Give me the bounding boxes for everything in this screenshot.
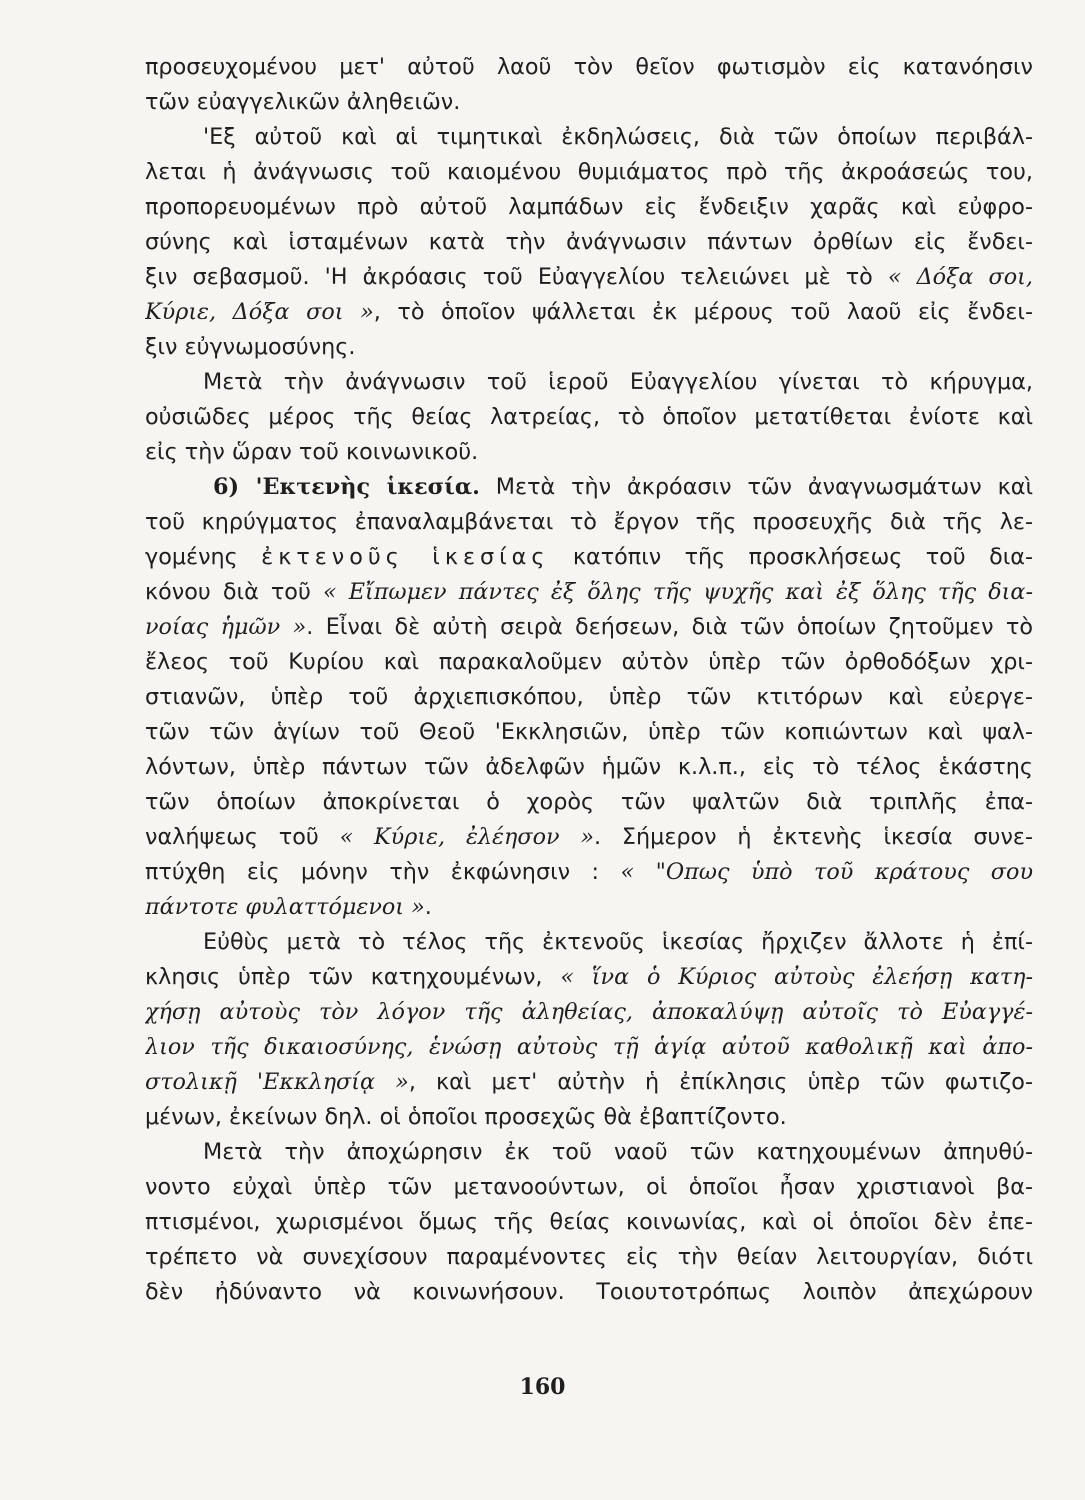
text-line: τῶν ὁποίων ἀποκρίνεται ὁ χορὸς τῶν ψαλτῶν διὰ τριπλῆς ἐπα-: [145, 789, 1033, 815]
quote-italic: πάντοτε φυλαττόμενοι »: [145, 894, 425, 920]
text-line: κόνου διὰ τοῦ « Εἴπωμεν πάντες ἐξ ὅλης τῆς ψυχῆς καὶ ἐξ ὅλης τῆς δια-: [145, 579, 1033, 605]
quote-italic: « "Οπως ὑπὸ τοῦ κράτους σου: [620, 859, 1033, 885]
text-line: λιον τῆς δικαιοσύνης, ἑνώσῃ αὐτοὺς τῇ ἁγίᾳ αὐτοῦ καθολικῇ καὶ ἀπο-: [145, 1034, 1033, 1060]
text-line: γομένης ἐκτενοῦς ἱκεσίας κατόπιν τῆς προσκλήσεως τοῦ δια-: [145, 544, 1033, 570]
text-line: τρέπετο νὰ συνεχίσουν παραμένοντες εἰς τὴν θείαν λειτουργίαν, διότι: [145, 1244, 1033, 1270]
text-line: σύνης καὶ ἱσταμένων κατὰ τὴν ἀνάγνωσιν πάντων ὀρθίων εἰς ἔνδει-: [145, 229, 1033, 255]
body-text: [145, 50, 1033, 1310]
quote-italic: στολικῇ 'Εκκλησίᾳ »: [145, 1069, 409, 1095]
text-line: ναλήψεως τοῦ « Κύριε, ἐλέησον ». Σήμερον ἡ ἐκτενὴς ἱκεσία συνε-: [145, 824, 1033, 850]
text-line: προπορευομένων πρὸ αὐτοῦ λαμπάδων εἰς ἔνδειξιν χαρᾶς καὶ εὐφρο-: [145, 194, 1033, 220]
text-line: στολικῇ 'Εκκλησίᾳ », καὶ μετ' αὐτὴν ἡ ἐπίκλησις ὑπὲρ τῶν φωτιζο-: [145, 1069, 1033, 1095]
text-line: πτισμένοι, χωρισμένοι ὅμως τῆς θείας κοινωνίας, καὶ οἱ ὁποῖοι δὲν ἐπε-: [145, 1209, 1033, 1235]
text-line: ξιν σεβασμοῦ. 'Η ἀκρόασις τοῦ Εὐαγγελίου τελειώνει μὲ τὸ « Δόξα σοι,: [145, 264, 1033, 290]
text-line: τῶν τῶν ἁγίων τοῦ Θεοῦ 'Εκκλησιῶν, ὑπὲρ τῶν κοπιώντων καὶ ψαλ-: [145, 719, 1033, 745]
text-line: δὲν ἠδύναντο νὰ κοινωνήσουν. Τοιουτοτρόπως λοιπὸν ἀπεχώρουν: [145, 1279, 1033, 1305]
text-line: οὐσιῶδες μέρος τῆς θείας λατρείας, τὸ ὁποῖον μετατίθεται ἐνίοτε καὶ: [145, 404, 1033, 430]
text-line: Κύριε, Δόξα σοι », τὸ ὁποῖον ψάλλεται ἐκ μέρους τοῦ λαοῦ εἰς ἔνδει-: [145, 299, 1033, 325]
text-line: κλησις ὑπὲρ τῶν κατηχουμένων, « ἵνα ὁ Κύριος αὐτοὺς ἐλεήσῃ κατη-: [145, 964, 1033, 990]
text-line: λεται ἡ ἀνάγνωσις τοῦ καιομένου θυμιάματος πρὸ τῆς ἀκροάσεώς του,: [145, 159, 1033, 185]
section-heading: 6) 'Εκτενὴς ἱκεσία.: [213, 474, 480, 500]
text-line: νοίας ἡμῶν ». Εἶναι δὲ αὐτὴ σειρὰ δεήσεων, διὰ τῶν ὁποίων ζητοῦμεν τὸ: [145, 614, 1033, 640]
text-line: εἰς τὴν ὥραν τοῦ κοινωνικοῦ.: [145, 439, 479, 465]
text-line: νοντο εὐχαὶ ὑπὲρ τῶν μετανοούντων, οἱ ὁποῖοι ἦσαν χριστιανοὶ βα-: [145, 1174, 1033, 1200]
text-line: ξιν εὐγνωμοσύνης.: [145, 334, 356, 360]
paragraph-start: Εὐθὺς μετὰ τὸ τέλος τῆς ἐκτενοῦς ἱκεσίας ἤρχιζεν ἄλλοτε ἡ ἐπί-: [203, 929, 1033, 955]
quote-italic: Κύριε, Δόξα σοι »: [145, 299, 374, 325]
quote-italic: « ἵνα ὁ Κύριος αὐτοὺς ἐλεήσῃ κατη-: [560, 964, 1033, 990]
page-number: 160: [519, 1374, 566, 1400]
quote-italic: « Δόξα σοι,: [887, 264, 1033, 290]
text-line: τοῦ κηρύγματος ἐπαναλαμβάνεται τὸ ἔργον τῆς προσευχῆς διὰ τῆς λε-: [145, 509, 1033, 535]
quote-italic: « Κύριε, ἐλέησον »: [339, 824, 595, 850]
text-line: πάντοτε φυλαττόμενοι ».: [145, 894, 432, 920]
paragraph-start: Μετὰ τὴν ἀποχώρησιν ἐκ τοῦ ναοῦ τῶν κατηχουμένων ἀπηυθύ-: [203, 1139, 1033, 1165]
text-line: ἔλεος τοῦ Κυρίου καὶ παρακαλοῦμεν αὐτὸν ὑπὲρ τῶν ὀρθοδόξων χρι-: [145, 649, 1033, 675]
text-line: μένων, ἐκείνων δηλ. οἱ ὁποῖοι προσεχῶς θὰ ἐβαπτίζοντο.: [145, 1104, 787, 1130]
quote-italic: νοίας ἡμῶν »: [145, 614, 307, 640]
text-line: πτύχθη εἰς μόνην τὴν ἐκφώνησιν : « "Οπως ὑπὸ τοῦ κράτους σου: [145, 859, 1033, 885]
spaced-term: ἐκτενοῦς ἱκεσίας: [261, 544, 550, 570]
text-line: τῶν εὐαγγελικῶν ἀληθειῶν.: [145, 89, 461, 115]
quote-italic: « Εἴπωμεν πάντες ἐξ ὅλης τῆς ψυχῆς καὶ ἐξ ὅλης τῆς δια-: [322, 579, 1033, 605]
paragraph-start: Μετὰ τὴν ἀνάγνωσιν τοῦ ἱεροῦ Εὐαγγελίου γίνεται τὸ κήρυγμα,: [203, 369, 1033, 395]
section-heading-line: 6) 'Εκτενὴς ἱκεσία. Μετὰ τὴν ἀκρόασιν τῶν ἀναγνωσμάτων καὶ: [213, 474, 1033, 500]
text-line: λόντων, ὑπὲρ πάντων τῶν ἀδελφῶν ἡμῶν κ.λ.π., εἰς τὸ τέλος ἑκάστης: [145, 754, 1033, 780]
paragraph-start: 'Εξ αὐτοῦ καὶ αἱ τιμητικαὶ ἐκδηλώσεις, διὰ τῶν ὁποίων περιβάλ-: [203, 124, 1033, 150]
text-line: προσευχομένου μετ' αὐτοῦ λαοῦ τὸν θεῖον φωτισμὸν εἰς κατανόησιν: [145, 54, 1033, 80]
text-line: στιανῶν, ὑπὲρ τοῦ ἀρχιεπισκόπου, ὑπὲρ τῶν κτιτόρων καὶ εὐεργε-: [145, 684, 1033, 710]
text-line: χήσῃ αὐτοὺς τὸν λόγον τῆς ἀληθείας, ἀποκαλύψῃ αὐτοῖς τὸ Εὐαγγέ-: [145, 999, 1033, 1025]
